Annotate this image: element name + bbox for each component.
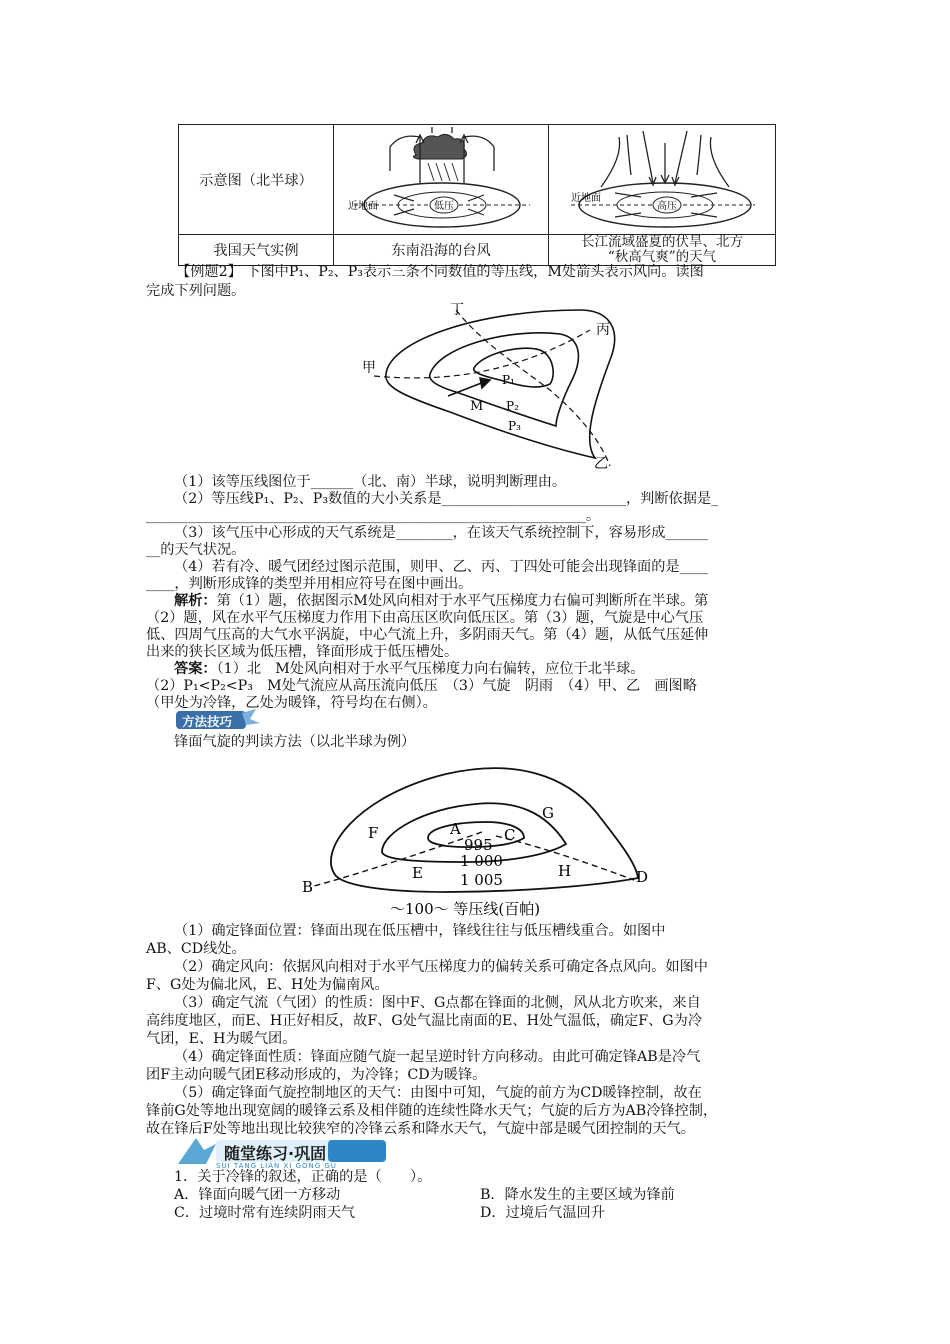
answer-line1 <box>174 660 644 678</box>
label-m: M <box>470 399 484 414</box>
method-p1: （1）确定锋面位置：锋面出现在低压槽中，锋线往往与低压槽线重合。如图中 <box>174 923 666 939</box>
question-4: （4）若有冷、暖气团经过图示范围，则甲、乙、丙、丁四处可能会出现锋面的是____ <box>174 559 708 575</box>
method-p4-cont: 团F主动向暖气团E移动形成的，为冷锋；CD为暖锋。 <box>146 1067 487 1083</box>
label-yi: 乙 <box>594 456 608 472</box>
answer-label: 答案： <box>174 661 217 677</box>
method-badge <box>176 709 260 731</box>
method-p2: （2）确定风向：依据风向相对于水平气压梯度力的偏转关系可确定各点风向。如图中 <box>174 959 708 975</box>
high-example-line1: 长江流域盛夏的伏旱、北方 <box>581 234 743 250</box>
practice-banner-text: 随堂练习·巩固 <box>224 1144 327 1163</box>
example2-line1: 【例题2】 下图中P₁、P₂、P₃表示三条不同数值的等压线，M处箭头表示风向。读图 <box>176 264 704 280</box>
isobar-p3 <box>386 310 615 458</box>
practice-question: 1．关于冷锋的叙述，正确的是（ ）。 <box>174 1169 432 1185</box>
analysis-line3: 低、四周气压高的大气水平涡旋，中心气流上升，多阴雨天气。第（4）题，从低气压延伸 <box>146 627 709 643</box>
analysis-line4: 出来的狭长区域为低压槽，锋面形成于低压槽处。 <box>146 644 459 660</box>
label-a: A <box>450 820 461 838</box>
label-g: G <box>542 804 554 822</box>
high-pressure-diagram-cell <box>549 125 776 235</box>
label-p1: P₁ <box>502 373 515 387</box>
option-d: D．过境后气温回升 <box>480 1205 605 1221</box>
method-p5-cont2: 故在锋后F处等地出现比较狭窄的冷锋云系和降水天气，气旋中部是暖气团控制的天气。 <box>146 1121 695 1137</box>
option-c: C．过境时常有连续阴雨天气 <box>174 1205 356 1221</box>
low-example: 东南沿海的台风 <box>334 235 549 266</box>
question-1: （1）该等压线图位于______（北、南）半球，说明判断理由。 <box>174 474 567 490</box>
label-f: F <box>368 824 379 842</box>
label-bing: 丙 <box>596 322 610 338</box>
method-p5: （5）确定锋面气旋控制地区的天气：由图中可知，气旋的前方为CD暖锋控制，故在 <box>174 1085 702 1101</box>
answer-line2: （2）P₁<P₂<P₃ M处气流应从高压流向低压 （3）气旋 阴雨 （4）甲、乙 画图略 <box>146 678 697 694</box>
question-4-cont: ____，判断形成锋的类型并用相应符号在图中画出。 <box>146 576 473 592</box>
method-p5-cont1: 锋前G处等地出现宽阔的暖锋云系及相伴随的连续性降水天气；气旋的后方为AB冷锋控制， <box>146 1103 718 1119</box>
question-3-cont: __的天气状况。 <box>146 542 246 558</box>
answer-line3: （甲处为冷锋，乙处为暖锋，符号均在右侧）。 <box>146 695 437 711</box>
analysis-text1: 第（1）题，依据图示M处风向相对于水平气压梯度力右偏可判断所在半球。第 <box>216 593 709 609</box>
line-jia-bing <box>374 330 590 378</box>
row-label-diagram: 示意图（北半球） <box>179 125 334 235</box>
row-label-example: 我国天气实例 <box>179 235 334 266</box>
method-title: 锋面气旋的判读方法（以北半球为例） <box>174 734 416 750</box>
label-p2: P₂ <box>506 399 519 413</box>
answer-text1: （1）北 M处风向相对于水平气压梯度力向右偏转，应位于北半球。 <box>216 661 645 677</box>
value-1005: 1 005 <box>460 871 503 889</box>
isobar-legend: ～100～ 等压线(百帕) <box>390 900 541 918</box>
label-jia: 甲 <box>362 360 376 376</box>
question-2-cont: ______________________________________________________________。 <box>146 508 601 524</box>
method-p3: （3）确定气流（气团）的性质：图中F、G点都在锋面的北侧，风从北方吹来，来自 <box>174 995 701 1011</box>
high-example-line2: “秋高气爽”的天气 <box>607 249 717 265</box>
low-label: 低压 <box>434 201 454 212</box>
low-pressure-diagram <box>334 125 548 230</box>
near-ground-label: 近地面 <box>348 201 378 212</box>
label-c: C <box>504 826 516 844</box>
high-label: 高压 <box>657 201 677 212</box>
method-p3-cont1: 高纬度地区，而E、H正好相反，故F、G处气温比南面的E、H处气温低，确定F、G为冷 <box>146 1013 703 1029</box>
label-d: D <box>636 868 649 886</box>
question-2: （2）等压线P₁、P₂、P₃数值的大小关系是__________________________，判断依据是_ <box>174 491 719 507</box>
high-pressure-diagram <box>549 125 775 230</box>
sail-icon <box>178 1138 216 1164</box>
analysis-line2: （2）题，风在水平气压梯度力作用下由高压区吹向低压区。第（3）题，气旋是中心气压 <box>146 610 704 626</box>
example2-line2: 完成下列问题。 <box>146 283 246 299</box>
value-1000: 1 000 <box>460 852 503 870</box>
option-b: B．降水发生的主要区域为锋前 <box>480 1187 675 1203</box>
method-badge-text: 方法技巧 <box>182 714 233 729</box>
question-3: （3）该气压中心形成的天气系统是________，在该天气系统控制下，容易形成______ <box>174 525 708 541</box>
cyclone-anticyclone-table <box>178 124 776 266</box>
analysis-line1 <box>174 592 708 610</box>
analysis-label: 解析： <box>174 593 217 609</box>
near-ground-label-2: 近地面 <box>571 193 601 204</box>
method-p4: （4）确定锋面性质：锋面应随气旋一起呈逆时针方向移动。由此可确定锋AB是冷气 <box>174 1049 701 1065</box>
label-b: B <box>302 878 314 896</box>
label-ding: 丁 <box>450 302 464 318</box>
value-995: 995 <box>464 836 493 854</box>
isobar-figure-p <box>360 300 630 472</box>
label-e: E <box>412 864 423 882</box>
method-p2-cont: F、G处为偏北风，E、H处为偏南风。 <box>146 977 389 993</box>
frontal-cyclone-figure <box>296 752 666 918</box>
label-h: H <box>558 862 572 880</box>
label-p3: P₃ <box>508 419 521 433</box>
method-p1-cont: AB、CD线处。 <box>146 941 246 957</box>
low-pressure-diagram-cell <box>334 125 549 235</box>
method-p3-cont2: 气团，E、H为暖气团。 <box>146 1031 297 1047</box>
wind-arrow-m <box>480 378 490 388</box>
high-example <box>549 235 776 266</box>
option-a: A．锋面向暖气团一方移动 <box>174 1187 341 1203</box>
practice-banner-pinyin: SUI TANG LIAN XI GONG GU <box>216 1162 337 1170</box>
